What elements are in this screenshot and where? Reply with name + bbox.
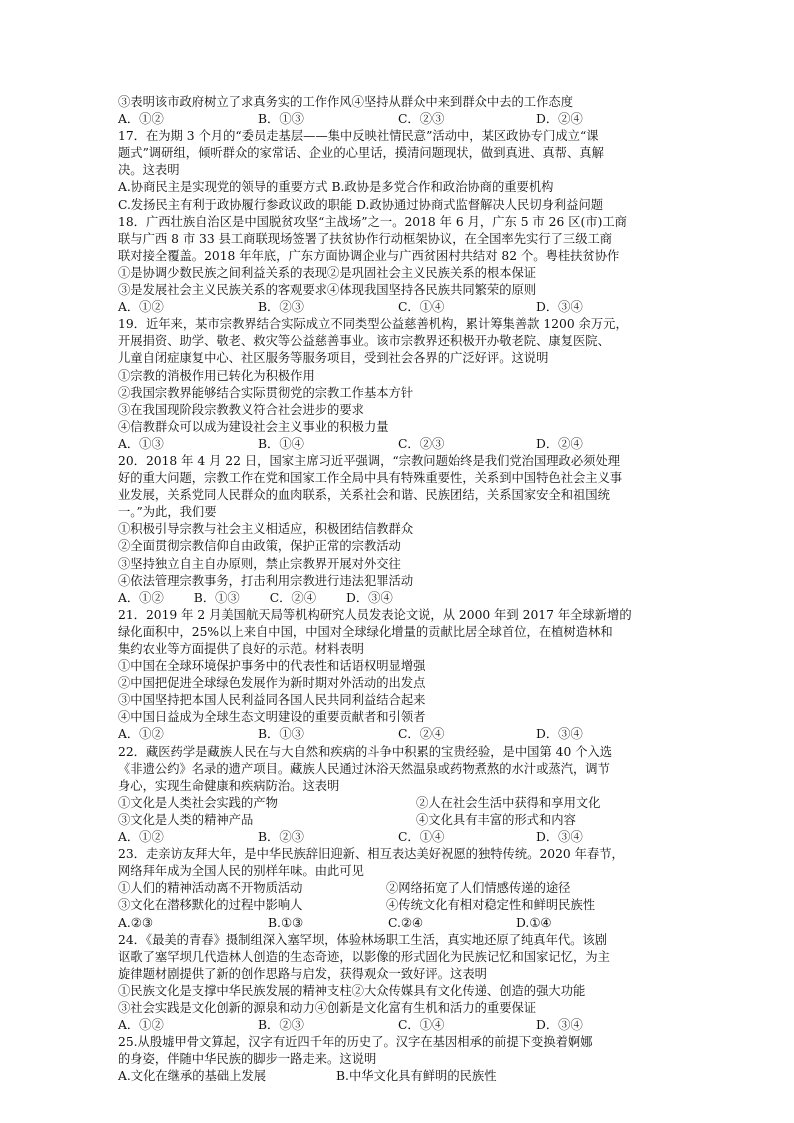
q25-stem-line: 25.从殷墟甲骨文算起，汉字有近四千年的历史了。汉字在基因相承的前提下变换着婀娜 — [118, 1035, 593, 1050]
q24-option-a: A．①② — [118, 1018, 164, 1033]
q19-statement-line: ②我国宗教界能够结合实际贯彻党的宗教工作基本方针 — [118, 385, 414, 400]
q23-statement-1: ①人们的精神活动离不开物质活动 — [118, 881, 303, 896]
q17-stem-line: 17．在为期 3 个月的“委员走基层——集中反映社情民意”活动中，某区政协专门成立“课 — [118, 129, 599, 144]
q21-option-c: C．②④ — [398, 727, 445, 742]
q21-statement-line: ②中国把促进全球绿色发展作为新时期对外活动的出发点 — [118, 676, 426, 691]
q19-statement-line: ④信教群众可以成为建设社会主义事业的积极力量 — [118, 419, 389, 434]
q22-statement-2: ②人在社会生活中获得和享用文化 — [416, 795, 601, 810]
q19-option-d: D．②④ — [536, 436, 583, 451]
q24-statement-line: ①民族文化是支撑中华民族发展的精神支柱②大众传媒具有文化传递、创造的强大功能 — [118, 983, 586, 998]
q20-stem-line: 20．2018 年 4 月 22 日，国家主席习近平强调，“宗教问题始终是我们党治国理政必须处理 — [118, 453, 621, 468]
q19-options — [118, 436, 678, 453]
q18-stem-line: 联对接全覆盖。2018 年年底，广东方面协调企业与广西贫困村共结对 82 个。粤桂扶贫协作 — [118, 248, 620, 263]
q21-options — [118, 726, 678, 743]
q17-stem-line: 决。这表明 — [118, 163, 180, 178]
exam-page — [118, 94, 678, 1085]
q20-statement-line: ③坚持独立自主自办原则，禁止宗教界开展对外交往 — [118, 556, 401, 571]
q25-option-b: B.中华文化具有鲜明的民族性 — [336, 1069, 497, 1084]
q22-statement-1: ①文化是人类社会实践的产物 — [118, 795, 278, 810]
q23-statement-3: ③文化在潜移默化的过程中影响人 — [118, 898, 303, 913]
q20-option-c: C．②④ — [269, 590, 317, 605]
q24-option-d: D．③④ — [536, 1018, 583, 1033]
q18-statement-line: ①是协调少数民族之间利益关系的表现②是巩固社会主义民族关系的根本保证 — [118, 265, 537, 280]
q24-stem-line: 旋律题材剧提供了新的创作思路与启发，获得观众一致好评。这表明 — [118, 966, 487, 981]
q21-option-d: D．③④ — [536, 727, 583, 742]
q17-options-ab: A.协商民主是实现党的领导的重要方式 B.政协是多党合作和政治协商的重要机构 — [118, 180, 554, 195]
q18-statement-line: ③是发展社会主义民族关系的客观要求④体现我国坚持各民族共同繁荣的原则 — [118, 283, 537, 298]
q20-option-b: B．①③ — [193, 590, 240, 605]
q22-stem-line: 22．藏医药学是藏族人民在与大自然和疾病的斗争中积累的宝贵经验，是中国第 40 个入选 — [118, 744, 613, 759]
q24-stem-line: 24．《最美的青春》摄制组深入塞罕坝，体验林场职工生活，真实地还原了纯真年代。该剧 — [118, 932, 608, 947]
q16-option-c: C．②③ — [398, 112, 445, 127]
q22-option-b: B．②③ — [258, 830, 304, 845]
q20-stem-line: 业发展，关系党同人民群众的血肉联系，关系社会和谐、民族团结，关系国家安全和祖国统 — [118, 488, 610, 503]
q16-option-b: B．①③ — [258, 112, 304, 127]
q23-option-d: D.①④ — [516, 915, 552, 930]
q22-statements-row — [118, 795, 678, 812]
q20-stem-line: 一。”为此，我们要 — [118, 505, 217, 520]
q20-statement-line: ①积极引导宗教与社会主义相适应，积极团结信教群众 — [118, 522, 414, 537]
q21-stem-line: 绿化面积中，25%以上来自中国，中国对全球绿化增量的贡献比居全球首位，在植树造林和 — [118, 624, 613, 639]
q25-options-row — [118, 1068, 678, 1085]
q16-option-a: A．①② — [118, 112, 164, 127]
q23-option-b: B.①③ — [268, 915, 303, 930]
q17-options-cd: C.发扬民主有利于政协履行参政议政的职能 D.政协通过协商式监督解决人民切身利益问题 — [118, 197, 604, 212]
q20-statement-line: ②全面贯彻宗教信仰自由政策，保护正常的宗教活动 — [118, 539, 401, 554]
q21-statement-line: ④中国日益成为全球生态文明建设的重要贡献者和引领者 — [118, 710, 426, 725]
q22-option-a: A．①② — [118, 830, 164, 845]
q18-option-b: B．②③ — [258, 300, 304, 315]
q21-option-b: B．①③ — [258, 727, 304, 742]
q23-statements-row — [118, 897, 678, 914]
q24-option-c: C．①④ — [398, 1018, 445, 1033]
q18-option-a: A．①② — [118, 300, 164, 315]
q21-statement-line: ③中国坚持把本国人民利益同各国人民共同利益结合起来 — [118, 693, 426, 708]
q18-option-c: C．①④ — [398, 300, 445, 315]
q18-options — [118, 299, 678, 316]
q21-stem-line: 21．2019 年 2 月美国航天局等机构研究人员发表论文说，从 2000 年到 2017 年全球新增的 — [118, 607, 632, 622]
q22-statement-3: ③文化是人类的精神产品 — [118, 812, 254, 827]
q19-option-b: B．①④ — [258, 436, 304, 451]
q20-stem-line: 好的重大问题，宗教工作在党和国家工作全局中具有特殊重要性，关系到中国特色社会主义事 — [118, 471, 623, 486]
q25-option-a: A.文化在继承的基础上发展 — [118, 1069, 267, 1084]
q19-stem-line: 儿童自闭症康复中心、社区服务等服务项目，受到社会各界的广泛好评。这说明 — [118, 351, 549, 366]
q18-stem-line: 联与广西 8 市 33 县工商联现场签署了扶贫协作行动框架协议，在全国率先实行了三级工商 — [118, 231, 613, 246]
q22-stem-line: 《非遗公约》名录的遗产项目。藏族人民通过沐浴天然温泉或药物煮熬的水汁或蒸汽，调节 — [118, 761, 610, 776]
q21-statement-line: ①中国在全球环境保护事务中的代表性和话语权明显增强 — [118, 659, 426, 674]
q23-options — [118, 915, 678, 932]
q22-option-d: D．③④ — [536, 830, 583, 845]
q22-statements-row — [118, 812, 678, 829]
q19-stem-line: 开展捐资、助学、敬老、救灾等公益慈善事业。该市宗教界还积极开办敬老院、康复医院、 — [118, 334, 610, 349]
q24-statement-line: ③社会实践是文化创新的源泉和动力④创新是文化富有生机和活力的重要保证 — [118, 1000, 537, 1015]
q19-option-c: C．②③ — [398, 436, 445, 451]
q18-stem-line: 18．广西壮族自治区是中国脱贫攻坚“主战场”之一。2018 年 6 月，广东 5 市 26 区(市)工商 — [118, 214, 627, 229]
q19-option-a: A．①③ — [118, 436, 164, 451]
q23-statement-4: ④传统文化有相对稳定性和鲜明民族性 — [386, 898, 596, 913]
q23-option-c: C.②④ — [388, 915, 423, 930]
q17-stem-line: 题式”调研组，倾听群众的家常话、企业的心里话，摸清问题现状，做到真进、真帮、真解 — [118, 146, 604, 161]
q23-option-a: A.②③ — [118, 915, 153, 930]
q22-statement-4: ④文化具有丰富的形式和内容 — [416, 812, 576, 827]
q23-statements-row — [118, 880, 678, 897]
q24-option-b: B．②③ — [258, 1018, 304, 1033]
q20-option-a: A．①② — [118, 590, 164, 605]
q20-option-d: D．③④ — [346, 590, 393, 605]
q24-stem-line: 讴歌了塞罕坝几代造林人创造的生态奇迹，以影像的形式固化为民族记忆和国家记忆，为主 — [118, 949, 610, 964]
q19-statement-line: ①宗教的消极作用已转化为积极作用 — [118, 368, 315, 383]
q19-statement-line: ③在我国现阶段宗教教义符合社会进步的要求 — [118, 402, 364, 417]
q21-stem-line: 集约农业等方面提供了良好的示范。材料表明 — [118, 642, 364, 656]
q20-statement-line: ④依法管理宗教事务，打击利用宗教进行违法犯罪活动 — [118, 573, 414, 588]
q25-stem-line: 的身姿，伴随中华民族的脚步一路走来。这说明 — [118, 1052, 377, 1067]
q23-stem-line: 23．走亲访友拜大年，是中华民族辞旧迎新、相互表达美好祝愿的独特传统。2020 年春节， — [118, 847, 624, 862]
q22-options — [118, 829, 678, 846]
q21-option-a: A．①② — [118, 727, 164, 742]
q22-option-c: C．①④ — [398, 830, 445, 845]
q16-options — [118, 111, 678, 128]
q20-options — [118, 590, 678, 607]
q22-stem-line: 身心，实现生命健康和疾病防治。这表明 — [118, 778, 340, 793]
q24-options — [118, 1017, 678, 1034]
q16-statement-line: ③表明该市政府树立了求真务实的工作作风④坚持从群众中来到群众中去的工作态度 — [118, 95, 573, 109]
q16-option-d: D．②④ — [536, 112, 583, 127]
q23-stem-line: 网络拜年成为全国人民的别样年味。由此可见 — [118, 864, 364, 879]
q23-statement-2: ②网络拓宽了人们情感传递的途径 — [386, 881, 571, 896]
q18-option-d: D．③④ — [536, 300, 583, 315]
q19-stem-line: 19．近年来，某市宗教界结合实际成立不同类型公益慈善机构，累计筹集善款 1200 余万元， — [118, 317, 628, 332]
